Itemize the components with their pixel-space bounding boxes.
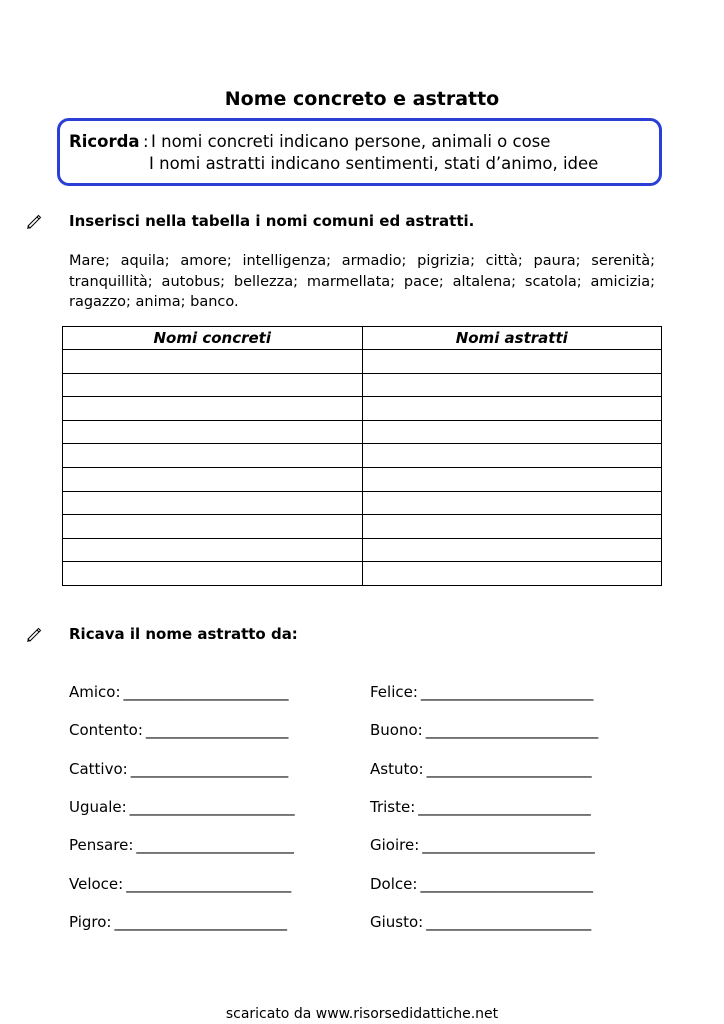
cell-nome-concreto[interactable] — [63, 491, 363, 515]
fill-label: Astuto: — [370, 760, 424, 778]
fill-item-astuto — [370, 760, 592, 778]
fill-blank[interactable]: _______________________ — [420, 875, 593, 893]
fill-label: Giusto: — [370, 913, 424, 931]
fill-blank[interactable]: _______________________ — [114, 913, 287, 931]
cell-nome-astratto[interactable] — [362, 397, 662, 421]
fill-item-pigro — [69, 913, 287, 931]
cell-nome-astratto[interactable] — [362, 562, 662, 586]
table-header-row — [63, 327, 662, 350]
fill-label: Dolce: — [370, 875, 418, 893]
ricorda-label: Ricorda — [69, 132, 140, 151]
fill-label: Triste: — [370, 798, 416, 816]
table-body — [63, 350, 662, 586]
cell-nome-concreto[interactable] — [63, 420, 363, 444]
fill-label: Contento: — [69, 721, 143, 739]
fill-label: Cattivo: — [69, 760, 128, 778]
fill-blank[interactable]: _______________________ — [420, 683, 594, 701]
fill-item-gioire — [370, 836, 595, 854]
fill-label: Amico: — [69, 683, 121, 701]
fill-item-giusto — [370, 913, 591, 931]
fill-label: Pensare: — [69, 836, 134, 854]
fill-item-contento — [69, 721, 288, 739]
cell-nome-concreto[interactable] — [63, 373, 363, 397]
cell-nome-astratto[interactable] — [362, 350, 662, 374]
fill-label: Gioire: — [370, 836, 420, 854]
table-row — [63, 538, 662, 562]
page-title: Nome concreto e astratto — [224, 88, 500, 110]
fill-blank[interactable]: _______________________ — [425, 721, 599, 739]
table-row — [63, 467, 662, 491]
table-row — [63, 420, 662, 444]
table-row — [63, 397, 662, 421]
pencil-icon — [26, 213, 42, 229]
cell-nome-concreto[interactable] — [63, 515, 363, 539]
fill-item-veloce — [69, 875, 291, 893]
cell-nome-concreto[interactable] — [63, 350, 363, 374]
fill-blank[interactable]: ___________________ — [145, 721, 289, 739]
cell-nome-astratto[interactable] — [362, 491, 662, 515]
ricorda-colon: : — [143, 132, 149, 151]
cell-nome-concreto[interactable] — [63, 562, 363, 586]
exercise1-instruction: Inserisci nella tabella i nomi comuni ed astratti. — [69, 212, 475, 230]
table-row — [63, 444, 662, 468]
fill-item-buono — [370, 721, 598, 739]
fill-label: Pigro: — [69, 913, 112, 931]
fill-blank[interactable]: _______________________ — [422, 836, 595, 854]
cell-nome-concreto[interactable] — [63, 397, 363, 421]
table-row — [63, 491, 662, 515]
fill-blank[interactable]: ______________________ — [426, 913, 592, 931]
fill-item-pensare — [69, 836, 294, 854]
nomi-table — [62, 326, 662, 586]
fill-item-cattivo — [69, 760, 288, 778]
footer-source: scaricato da www.risorsedidattiche.net — [225, 1006, 499, 1022]
cell-nome-astratto[interactable] — [362, 515, 662, 539]
ricorda-line-astratti: I nomi astratti indicano sentimenti, stati d’animo, idee — [149, 154, 599, 173]
fill-blank[interactable]: _____________________ — [130, 760, 289, 778]
table-row — [63, 373, 662, 397]
table-row — [63, 515, 662, 539]
cell-nome-concreto[interactable] — [63, 444, 363, 468]
header-nomi-astratti: Nomi astratti — [362, 327, 662, 350]
fill-blank[interactable]: ______________________ — [129, 798, 295, 816]
ricorda-box — [57, 118, 662, 186]
exercise2-instruction: Ricava il nome astratto da: — [69, 625, 298, 643]
cell-nome-astratto[interactable] — [362, 373, 662, 397]
cell-nome-concreto[interactable] — [63, 538, 363, 562]
header-nomi-concreti: Nomi concreti — [63, 327, 363, 350]
fill-blank[interactable]: ______________________ — [426, 760, 592, 778]
fill-blank[interactable]: ______________________ — [126, 875, 292, 893]
fill-label: Buono: — [370, 721, 423, 739]
fill-label: Uguale: — [69, 798, 127, 816]
fill-blank[interactable]: _____________________ — [136, 836, 294, 854]
table-row — [63, 562, 662, 586]
fill-item-dolce — [370, 875, 593, 893]
cell-nome-astratto[interactable] — [362, 467, 662, 491]
fill-label: Felice: — [370, 683, 418, 701]
word-list: Mare; aquila; amore; intelligenza; armadio; pigrizia; città; paura; serenità; tranquillità; autobus; bellezza; marmellata; pace; altalena; scatola; amicizia; ragazzo; anima; banco. — [69, 253, 655, 310]
table-row — [63, 350, 662, 374]
fill-item-triste — [370, 798, 591, 816]
cell-nome-astratto[interactable] — [362, 538, 662, 562]
cell-nome-concreto[interactable] — [63, 467, 363, 491]
fill-item-amico — [69, 683, 289, 701]
fill-blank[interactable]: ______________________ — [123, 683, 289, 701]
ricorda-line-concreti: I nomi concreti indicano persone, animali o cose — [151, 132, 551, 151]
pencil-icon — [26, 626, 42, 642]
fill-item-uguale — [69, 798, 295, 816]
fill-blank[interactable]: _______________________ — [418, 798, 591, 816]
fill-label: Veloce: — [69, 875, 124, 893]
fill-item-felice — [370, 683, 593, 701]
cell-nome-astratto[interactable] — [362, 420, 662, 444]
cell-nome-astratto[interactable] — [362, 444, 662, 468]
